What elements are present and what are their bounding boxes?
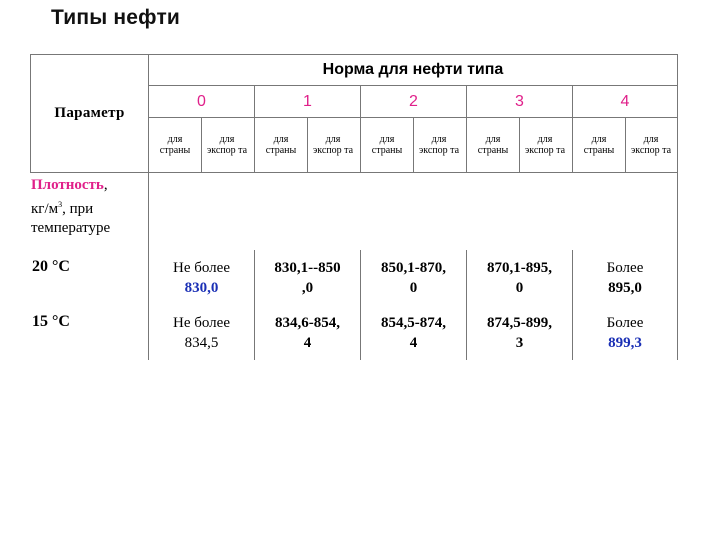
cell-line2: 834,5	[184, 335, 219, 351]
cell-line1: 830,1--850	[274, 260, 341, 276]
row-label-15c: 15 °С	[32, 313, 70, 330]
norm-header: Норма для нефти типа	[322, 61, 504, 78]
cell-line1: Не более	[173, 260, 230, 276]
row-label-20c: 20 °С	[32, 258, 70, 275]
sub-header-export: для экспор та	[418, 134, 460, 156]
parameter-header: Параметр	[54, 105, 125, 121]
type-1-header: 1	[303, 92, 312, 110]
table-cell	[150, 256, 253, 300]
table-cell	[150, 311, 253, 355]
cell-line2: 0	[409, 280, 418, 296]
cell-line2: 4	[303, 335, 312, 351]
value-divider	[360, 250, 361, 360]
table-cell	[468, 311, 571, 355]
cell-line1: 874,5-899,	[487, 315, 552, 331]
table-cell	[256, 311, 359, 355]
type-2-header: 2	[409, 92, 418, 110]
sub-header-export: для экспор та	[524, 134, 566, 156]
header-bottom-border	[30, 172, 678, 173]
type-4-header: 4	[620, 92, 630, 110]
cell-line1: Не более	[173, 315, 230, 331]
sub-header-domestic: для страны	[265, 134, 297, 156]
sub-header-domestic: для страны	[583, 134, 615, 156]
type-3-header: 3	[515, 92, 524, 110]
density-rest: , при температуре	[31, 201, 111, 236]
value-divider	[572, 250, 573, 360]
sub-divider	[625, 117, 626, 172]
density-comma: ,	[103, 177, 108, 193]
table-cell	[256, 256, 359, 300]
table-cell	[574, 311, 676, 355]
page-title: Типы нефти	[51, 6, 181, 29]
sub-header-domestic: для страны	[371, 134, 403, 156]
table-right-border	[677, 54, 678, 360]
cell-line2: 895,0	[608, 280, 642, 296]
sub-header-export: для экспор та	[630, 134, 672, 156]
cell-line1: Более	[606, 260, 644, 276]
cell-line2: 830,0	[184, 280, 219, 296]
sub-divider	[413, 117, 414, 172]
table-cell	[362, 311, 465, 355]
cell-line2: 4	[409, 335, 418, 351]
table-cell	[468, 256, 571, 300]
cell-line1: Более	[606, 315, 644, 331]
sub-divider	[307, 117, 308, 172]
sub-header-export: для экспор та	[312, 134, 354, 156]
table-cell	[574, 256, 676, 300]
density-label	[31, 176, 149, 238]
density-unit-exponent: 3	[58, 200, 63, 209]
cell-line2: 899,3	[608, 335, 642, 351]
cell-line1: 854,5-874,	[381, 315, 446, 331]
cell-line2: ,0	[301, 280, 314, 296]
density-highlight: Плотность	[31, 177, 104, 193]
value-divider	[254, 250, 255, 360]
density-unit: кг/м	[31, 201, 59, 217]
cell-line1: 870,1-895,	[487, 260, 552, 276]
sub-divider	[519, 117, 520, 172]
table-cell	[362, 256, 465, 300]
value-divider	[466, 250, 467, 360]
cell-line1: 834,6-854,	[275, 315, 340, 331]
sub-header-domestic: для страны	[159, 134, 191, 156]
cell-line2: 0	[515, 280, 524, 296]
sub-header-domestic: для страны	[477, 134, 509, 156]
cell-line2: 3	[515, 335, 524, 351]
cell-line1: 850,1-870,	[381, 260, 446, 276]
sub-divider	[201, 117, 202, 172]
sub-header-export: для экспор та	[206, 134, 248, 156]
type-0-header: 0	[197, 92, 206, 110]
